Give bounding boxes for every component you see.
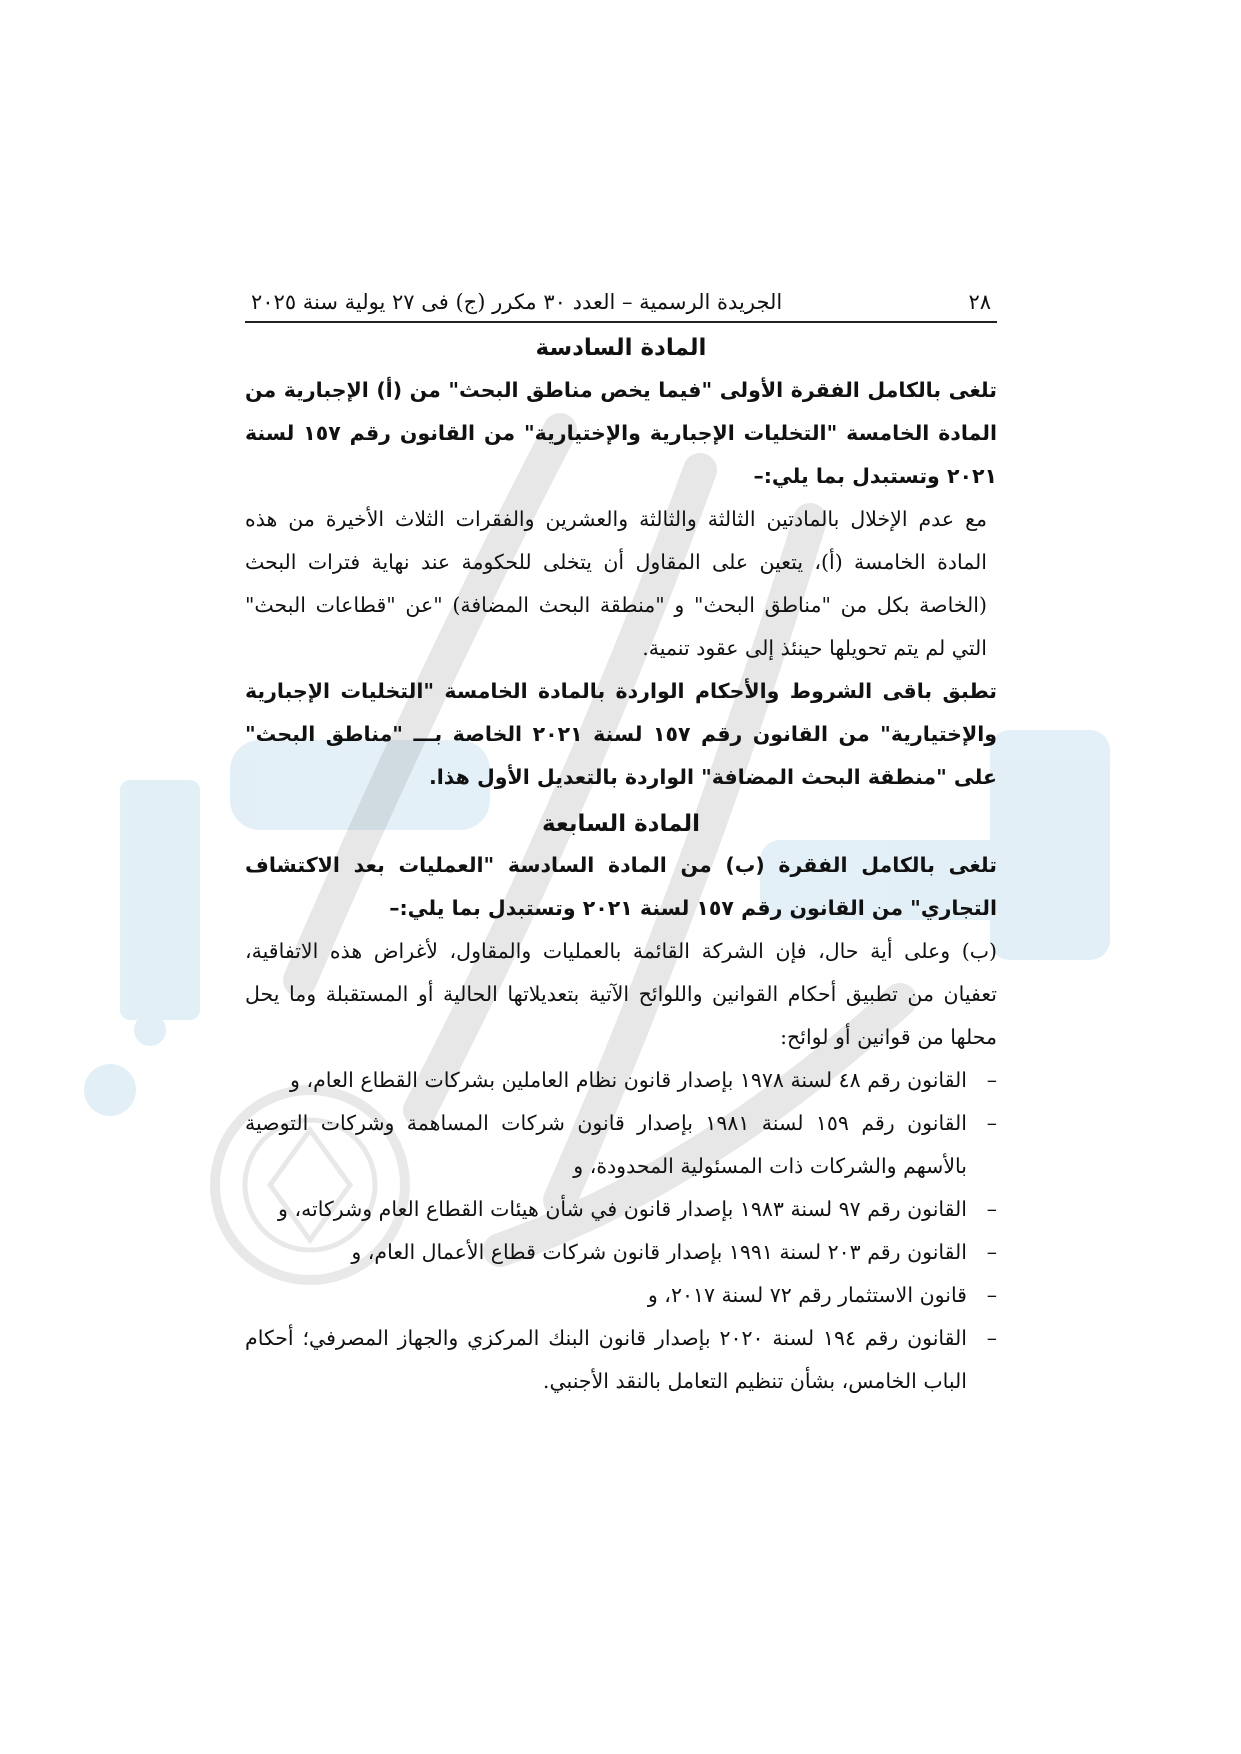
list-item	[245, 1059, 997, 1102]
dash-bullet: –	[986, 1197, 997, 1222]
article-7-title: المادة السابعة	[541, 810, 701, 837]
law-text: القانون رقم ١٥٩ لسنة ١٩٨١ بإصدار قانون شركات المساهمة وشركات التوصية بالأسهم والشركات ذات المسئولية المحدودة، و	[245, 1111, 967, 1179]
dash-bullet: –	[986, 1326, 997, 1351]
list-item	[245, 1231, 997, 1274]
list-item	[245, 1188, 997, 1231]
law-text: القانون رقم ١٩٤ لسنة ٢٠٢٠ بإصدار قانون البنك المركزي والجهاز المصرفي؛ أحكام الباب الخامس، بشأن تنظيم التعامل بالنقد الأجنبي.	[245, 1326, 967, 1394]
exempted-laws-list	[245, 1059, 997, 1403]
page-number: ٢٨	[968, 290, 991, 314]
list-item	[245, 1317, 997, 1403]
law-text: قانون الاستثمار رقم ٧٢ لسنة ٢٠١٧، و	[647, 1283, 967, 1308]
list-item	[245, 1274, 997, 1317]
article-7-replacement-text: (ب) وعلى أية حال، فإن الشركة القائمة بالعمليات والمقاول، لأغراض هذه الاتفاقية، تعفيان من تطبيق أحكام القوانين واللوائح الآتية بتعديلاتها الحالية أو المستقبلة وما يحل محلها من قوانين أو لوائح:	[245, 939, 997, 1050]
article-7-intro: تلغى بالكامل الفقرة (ب) من المادة السادسة "العمليات بعد الاكتشاف التجاري" من القانون رقم ١٥٧ لسنة ٢٠٢١ وتستبدل بما يلي:–	[245, 853, 997, 921]
dash-bullet: –	[986, 1111, 997, 1136]
article-6-replacement-block	[245, 498, 987, 670]
law-text: القانون رقم ٩٧ لسنة ١٩٨٣ بإصدار قانون في شأن هيئات القطاع العام وشركاته، و	[278, 1197, 967, 1222]
article-6-title: المادة السادسة	[535, 335, 707, 362]
dash-bullet: –	[986, 1068, 997, 1093]
publication-title: الجريدة الرسمية – العدد ٣٠ مكرر (ج) فى ٢٧ يولية سنة ٢٠٢٥	[251, 290, 783, 314]
law-text: القانون رقم ٤٨ لسنة ١٩٧٨ بإصدار قانون نظام العاملين بشركات القطاع العام، و	[290, 1068, 967, 1093]
article-7-replacement-block	[245, 930, 997, 1059]
dash-bullet: –	[986, 1283, 997, 1308]
page-header	[245, 290, 997, 323]
document-page	[245, 290, 997, 1403]
article-6-replacement-text: مع عدم الإخلال بالمادتين الثالثة والثالثة والعشرين والفقرات الثلاث الأخيرة من هذه المادة الخامسة (أ)، يتعين على المقاول أن يتخلى للحكومة عند نهاية فترات البحث (الخاصة بكل من "مناطق البحث" و "منطقة البحث المضافة) "عن "قطاعات البحث" التي لم يتم تحويلها حينئذ إلى عقود تنمية.	[245, 506, 987, 660]
law-text: القانون رقم ٢٠٣ لسنة ١٩٩١ بإصدار قانون شركات قطاع الأعمال العام، و	[351, 1240, 967, 1265]
list-item	[245, 1102, 997, 1188]
dash-bullet: –	[986, 1240, 997, 1265]
article-6-closing: تطبق باقى الشروط والأحكام الواردة بالمادة الخامسة "التخليات الإجبارية والإختيارية" من القانون رقم ١٥٧ لسنة ٢٠٢١ الخاصة بـــ "مناطق البحث" على "منطقة البحث المضافة" الواردة بالتعديل الأول هذا.	[245, 678, 997, 789]
article-6-intro: تلغى بالكامل الفقرة الأولى "فيما يخص مناطق البحث" من (أ) الإجبارية من المادة الخامسة "التخليات الإجبارية والإختيارية" من القانون رقم ١٥٧ لسنة ٢٠٢١ وتستبدل بما يلي:–	[245, 377, 997, 488]
